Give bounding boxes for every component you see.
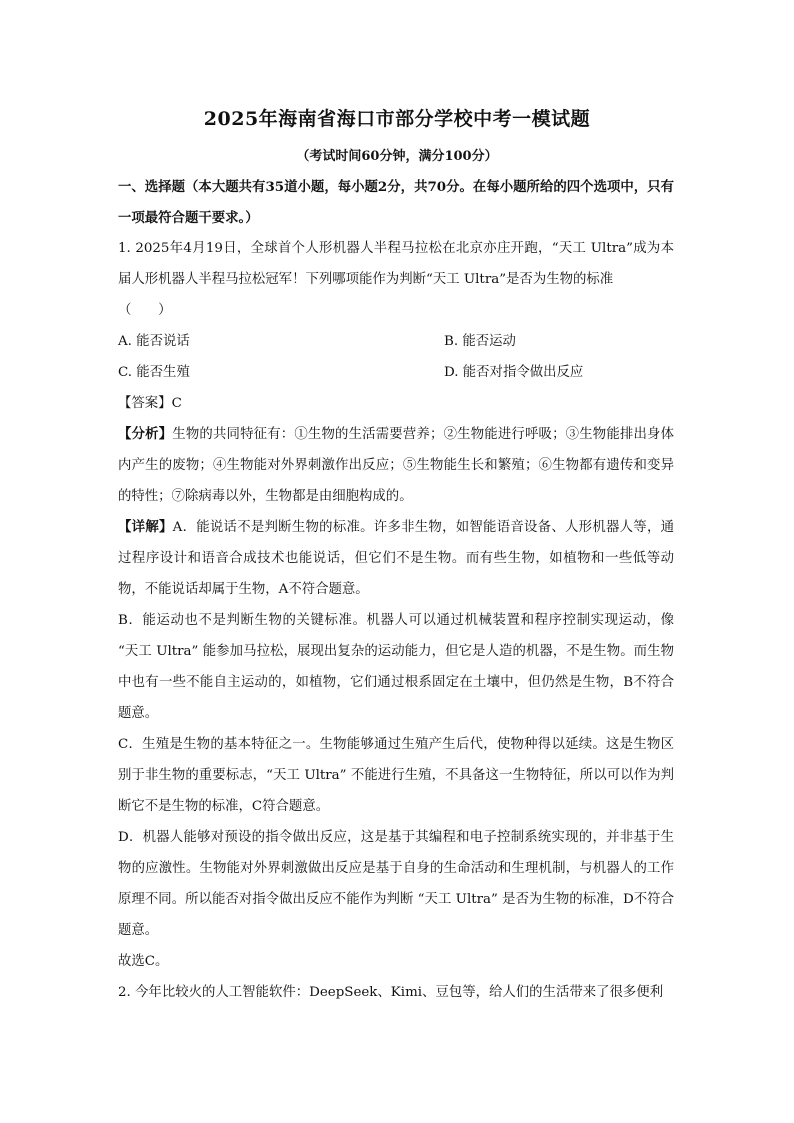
options-row-ab: [118, 326, 674, 357]
page-title: 2025年海南省海口市部分学校中考一模试题: [203, 108, 591, 130]
detail-paragraph-a: [118, 512, 674, 605]
analysis-paragraph: [118, 419, 674, 512]
detail-paragraph-c: C．生殖是生物的基本特征之一。生物能够通过生殖产生后代，使物种得以延续。这是生物区别于非生物的重要标志，“天工 Ultra” 不能进行生殖，不具备这一生物特征，所以可以作为判断它不是生物的标准，C符合题意。: [118, 737, 674, 814]
options-row-cd: [118, 357, 674, 388]
question-1-stem: 1. 2025年4月19日，全球首个人形机器人半程马拉松在北京亦庄开跑，“天工 Ultra”成为本届人形机器人半程马拉松冠军！下列哪项能作为判断“天工 Ultra”是否为生物的标准: [118, 241, 674, 287]
detail-paragraph-d: D．机器人能够对预设的指令做出反应，这是基于其编程和电子控制系统实现的，并非基于生物的应激性。生物能对外界刺激做出反应是基于自身的生命活动和生理机制，与机器人的工作原理不同。所以能否对指令做出反应不能作为判断 “天工 Ultra” 是否为生物的标准，D不符合题意。: [118, 830, 674, 938]
option-a: A. 能否说话: [118, 334, 190, 349]
conclusion-line: 故选C。: [118, 954, 169, 969]
option-b: B. 能否运动: [444, 334, 516, 349]
answer-value: C: [171, 396, 182, 411]
answer-tag: 【答案】: [118, 396, 172, 411]
answer-blank: （ ）: [118, 303, 172, 318]
detail-paragraph-b: B．能运动也不是判断生物的关键标准。机器人可以通过机械装置和程序控制实现运动，像 “天工 Ultra” 能参加马拉松，展现出复杂的运动能力，但它是人造的机器，不是生物。而生物中也有一些不能自主运动的，如植物，它们通过根系固定在土壤中，但仍然是生物，B不符合题意。: [118, 613, 674, 721]
analysis-tag: 【分析】: [118, 426, 173, 442]
exam-info: （考试时间60分钟，满分100分）: [296, 149, 498, 164]
option-d: D. 能否对指令做出反应: [444, 365, 584, 380]
detail-tag: 【详解】: [118, 519, 173, 535]
detail-text-a: A．能说话不是判断生物的标准。许多非生物，如智能语音设备、人形机器人等，通过程序设计和语音合成技术也能说话，但它们不是生物。而有些生物，如植物和一些低等动物，不能说话却属于生物，A不符合题意。: [118, 520, 675, 597]
option-c: C. 能否生殖: [118, 365, 190, 380]
section-heading: 一、选择题（本大题共有35道小题，每小题2分，共70分。在每小题所给的四个选项中，只有一项最符合题干要求。）: [118, 179, 674, 226]
question-2-stem: 2. 今年比较火的人工智能软件：DeepSeek、Kimi、豆包等，给人们的生活带来了很多便利: [118, 985, 664, 1000]
analysis-text: 生物的共同特征有：①生物的生活需要营养；②生物能进行呼吸；③生物能排出身体内产生的废物；④生物能对外界刺激作出反应；⑤生物能生长和繁殖；⑥生物都有遗传和变异的特性；⑦除病毒以外，生物都是由细胞构成的。: [118, 427, 675, 504]
answer-line: [118, 388, 674, 419]
